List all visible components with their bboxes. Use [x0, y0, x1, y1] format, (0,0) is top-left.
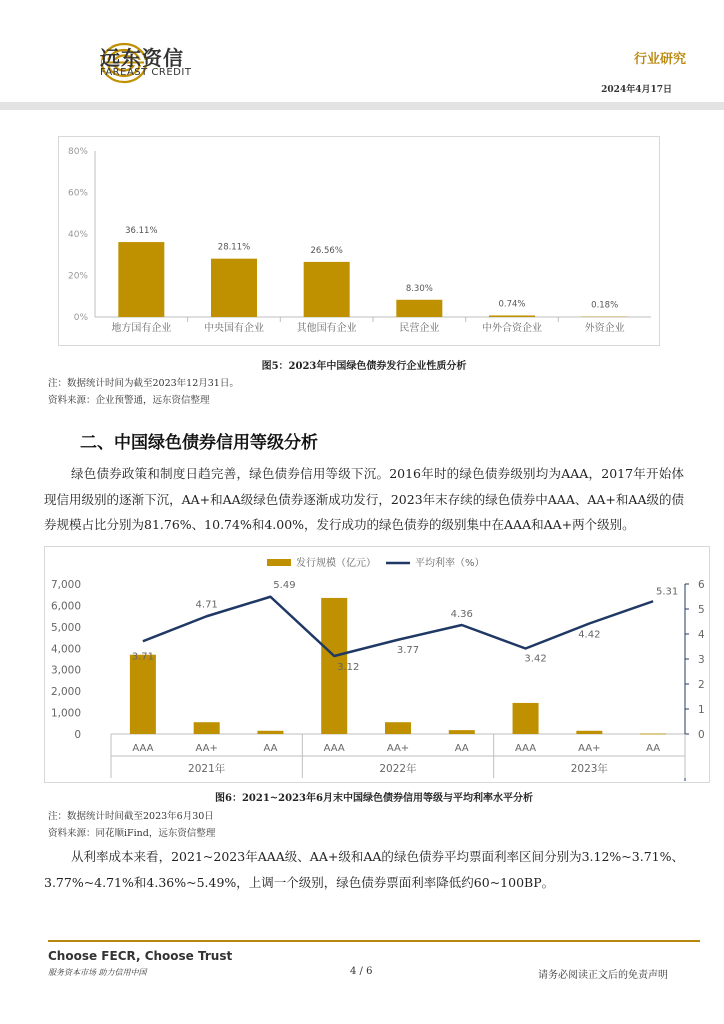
y-left-tick-label: 1,000 [50, 707, 81, 720]
x-tick-label: 民营企业 [399, 323, 440, 334]
figure6-chart [44, 546, 708, 781]
y-right-tick-label: 2 [698, 679, 705, 691]
x-tick-label: AAA [323, 743, 345, 754]
data-label: 28.11% [217, 242, 251, 253]
x-tick-label: 中央国有企业 [204, 323, 264, 334]
legend-swatch-bar [267, 559, 291, 566]
bar [489, 315, 535, 317]
y-right-tick-label: 4 [698, 629, 705, 641]
rate-data-label: 5.31 [655, 586, 679, 598]
y-tick-label: 80% [67, 147, 88, 157]
x-tick-label: AA [646, 743, 661, 754]
y-tick-label: 60% [67, 188, 88, 199]
brand-name-cn: 远东资信 [100, 46, 184, 70]
bar [640, 734, 666, 735]
x-tick-label: AA [454, 743, 469, 754]
bar [257, 731, 283, 734]
bar [130, 655, 156, 734]
legend-label: 平均利率（%） [415, 558, 485, 569]
rate-data-label: 3.71 [131, 651, 155, 663]
group-label: 2021年 [188, 763, 226, 775]
legend-label: 发行规模（亿元） [296, 558, 376, 569]
footer-divider [48, 940, 700, 942]
header-divider [0, 102, 724, 110]
data-label: 36.11% [125, 226, 158, 237]
y-tick-label: 20% [67, 271, 88, 282]
rate-data-label: 4.42 [578, 629, 601, 641]
data-label: 0.74% [498, 299, 526, 310]
rate-data-label: 4.36 [450, 609, 473, 620]
figure5-note: 注：数据统计时间为截至2023年12月31日。 [48, 378, 239, 389]
group-label: 2022年 [379, 763, 417, 775]
figure5-chart [58, 136, 658, 344]
y-right-tick-label: 3 [698, 654, 705, 666]
rate-data-label: 3.42 [524, 653, 547, 665]
y-left-tick-label: 4,000 [50, 643, 81, 656]
y-left-tick-label: 2,000 [50, 686, 81, 699]
y-right-tick-label: 5 [698, 604, 705, 616]
x-tick-label: 中外合资企业 [482, 323, 542, 334]
x-tick-label: 地方国有企业 [111, 323, 172, 334]
y-left-tick-label: 5,000 [50, 621, 81, 634]
y-tick-label: 40% [67, 230, 88, 240]
bar [118, 242, 164, 317]
rate-data-label: 4.71 [195, 599, 218, 611]
figure6-note: 注：数据统计时间截至2023年6月30日 [48, 811, 214, 822]
x-tick-label: AA+ [195, 743, 218, 754]
x-tick-label: AAA [132, 743, 154, 754]
data-label: 26.56% [310, 245, 343, 256]
section-label: 行业研究 [633, 52, 686, 67]
y-left-tick-label: 6,000 [50, 600, 81, 613]
footer-subslogan: 服务资本市场 助力信用中国 [48, 968, 147, 977]
bar [194, 722, 220, 734]
page-number: 4 / 6 [350, 966, 373, 977]
x-tick-label: AA [263, 743, 278, 754]
rate-data-label: 5.49 [273, 579, 296, 591]
x-tick-label: AAA [515, 743, 537, 754]
bar [385, 722, 411, 734]
report-date: 2024年4月17日 [601, 85, 672, 95]
bar [304, 262, 350, 317]
figure5-source: 资料来源：企业预警通，远东资信整理 [48, 395, 210, 406]
x-tick-label: 外资企业 [584, 323, 625, 334]
y-right-tick-label: 1 [698, 704, 705, 716]
bar [576, 731, 602, 734]
figure5-caption: 图5：2023年中国绿色债券发行企业性质分析 [261, 361, 467, 372]
brand-name-en: FAREAST CREDIT [100, 67, 192, 78]
section2-paragraph: 绿色债券政策和制度日趋完善，绿色债券信用等级下沉。2016年时的绿色债券级别均为AAA，2017年开始体现信用级别的逐渐下沉，AA+和AA级绿色债券逐渐成功发行，2023年末存续的绿色债券中AAA、AA+和AA级的债券规模占比分别为81.76%、10.74%和4.00%，发行成功的绿色债券的级别集中在AAA和AA+两个级别。 [44, 466, 684, 532]
y-right-tick-label: 6 [698, 579, 705, 591]
bar [513, 703, 539, 734]
bar [449, 730, 475, 734]
footer-slogan: Choose FECR, Choose Trust [48, 949, 233, 963]
figure6-caption: 图6：2021~2023年6月末中国绿色债券信用等级与平均利率水平分析 [215, 793, 533, 804]
y-tick-label: 0% [73, 313, 88, 323]
section2-title: 二、中国绿色债券信用等级分析 [80, 433, 318, 453]
rate-data-label: 3.12 [337, 662, 360, 673]
rate-data-label: 3.77 [396, 644, 420, 656]
group-label: 2023年 [570, 763, 608, 775]
y-left-tick-label: 7,000 [50, 579, 81, 591]
x-tick-label: 其他国有企业 [296, 323, 357, 334]
y-right-tick-label: 0 [698, 729, 705, 741]
disclaimer-link[interactable]: 请务必阅读正文后的免责声明 [538, 970, 668, 981]
x-tick-label: AA+ [386, 743, 410, 754]
y-left-tick-label: 0 [74, 729, 81, 741]
data-label: 0.18% [591, 300, 619, 311]
y-left-tick-label: 3,000 [50, 664, 81, 677]
x-tick-label: AA+ [578, 743, 601, 754]
bar [211, 259, 257, 317]
data-label: 8.30% [405, 283, 433, 294]
figure6-source: 资料来源：同花顺iFind，远东资信整理 [48, 828, 216, 839]
bar [396, 300, 442, 317]
closing-paragraph: 从利率成本来看，2021~2023年AAA级、AA+级和AA的绿色债券平均票面利率区间分别为3.12%~3.71%、3.77%~4.71%和4.36%~5.49%，上调一个级别，绿色债券票面利率降低约60~100BP。 [44, 849, 684, 890]
